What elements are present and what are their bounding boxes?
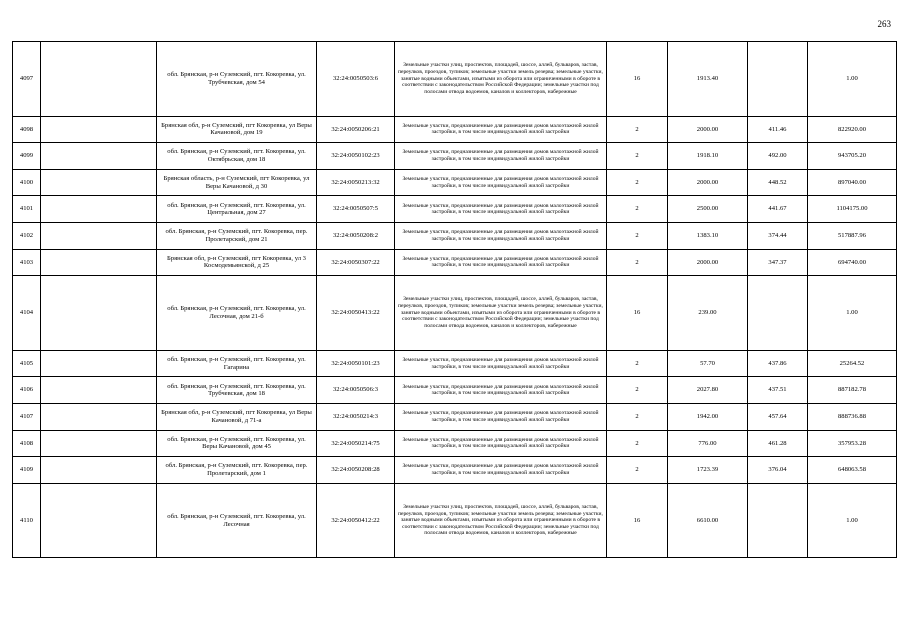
area-cell: 2000.00 (668, 116, 748, 143)
cadastral-number-cell: 32:24:0050507:5 (317, 196, 395, 223)
specific-value-cell (748, 42, 808, 117)
use-group-cell: 2 (607, 430, 668, 457)
cadastral-number-cell: 32:24:0050213:32 (317, 169, 395, 196)
cadastral-value-cell: 943705.20 (808, 143, 897, 170)
specific-value-cell: 441.67 (748, 196, 808, 223)
area-cell: 1942.00 (668, 403, 748, 430)
row-number: 4107 (13, 403, 41, 430)
row-number: 4109 (13, 457, 41, 484)
cadastral-value-cell: 517887.96 (808, 222, 897, 249)
row-number: 4103 (13, 249, 41, 276)
use-group-cell: 2 (607, 143, 668, 170)
cadastral-number-cell: 32:24:0050214:75 (317, 430, 395, 457)
cadastral-value-cell: 887182.78 (808, 377, 897, 404)
table-row (13, 196, 897, 223)
use-group-cell: 2 (607, 350, 668, 377)
table-row (13, 169, 897, 196)
use-group-cell: 2 (607, 457, 668, 484)
specific-value-cell: 461.28 (748, 430, 808, 457)
address-cell: Брянская обл, р-н Суземский, пгт Кокоревка, ул Веры Качановой, дом 19 (157, 116, 317, 143)
cadastral-value-cell: 1.00 (808, 276, 897, 351)
cadastral-number-cell: 32:24:0050208:2 (317, 222, 395, 249)
land-use-cell: Земельные участки, предназначенные для размещения домов малоэтажной жилой застройки, в том числе индивидуальной жилой застройки (395, 350, 607, 377)
address-cell: Брянская область, р-н Суземский, пгт Кокоревка, ул Веры Качановой, д 30 (157, 169, 317, 196)
table-row (13, 276, 897, 351)
page-number: 263 (877, 19, 891, 29)
empty-cell (41, 42, 157, 117)
row-number: 4104 (13, 276, 41, 351)
specific-value-cell: 448.52 (748, 169, 808, 196)
cadastral-number-cell: 32:24:0050101:23 (317, 350, 395, 377)
address-cell: Брянская обл, р-н Суземский, пгт Кокоревка, ул Веры Качановой, д 71-а (157, 403, 317, 430)
table-row (13, 403, 897, 430)
cadastral-value-cell: 1104175.00 (808, 196, 897, 223)
land-use-cell: Земельные участки, предназначенные для размещения домов малоэтажной жилой застройки, в том числе индивидуальной жилой застройки (395, 116, 607, 143)
row-number: 4110 (13, 483, 41, 558)
cadastral-number-cell: 32:24:0050208:28 (317, 457, 395, 484)
row-number: 4101 (13, 196, 41, 223)
address-cell: обл. Брянская, р-н Суземский, пгт. Кокоревка, ул. Лесочная, дом 21-б (157, 276, 317, 351)
row-number: 4102 (13, 222, 41, 249)
empty-cell (41, 483, 157, 558)
empty-cell (41, 403, 157, 430)
cadastral-value-cell: 25264.52 (808, 350, 897, 377)
row-number: 4097 (13, 42, 41, 117)
cadastral-number-cell: 32:24:0050413:22 (317, 276, 395, 351)
empty-cell (41, 457, 157, 484)
cadastral-value-cell: 648063.58 (808, 457, 897, 484)
table-row (13, 350, 897, 377)
specific-value-cell: 437.86 (748, 350, 808, 377)
table-row (13, 222, 897, 249)
area-cell: 57.70 (668, 350, 748, 377)
land-use-cell: Земельные участки улиц, проспектов, площадей, шоссе, аллей, бульваров, застав, переулков, проездов, тупиков; земельные участки земель резерва; земельные участки, занятые водными объектами, изъятыми из оборота или ограниченными в обороте в соответствии с законодательством Российской Федерации; земельные участки под полосами отвода водоемов, каналов и коллекторов, набережные (395, 276, 607, 351)
cadastral-value-cell: 888736.88 (808, 403, 897, 430)
specific-value-cell (748, 276, 808, 351)
row-number: 4099 (13, 143, 41, 170)
table-row (13, 249, 897, 276)
row-number: 4106 (13, 377, 41, 404)
table-row (13, 143, 897, 170)
specific-value-cell: 374.44 (748, 222, 808, 249)
address-cell: обл. Брянская, р-н Суземский, пгт. Кокоревка, ул. Октябрьская, дом 18 (157, 143, 317, 170)
use-group-cell: 2 (607, 249, 668, 276)
land-use-cell: Земельные участки, предназначенные для размещения домов малоэтажной жилой застройки, в том числе индивидуальной жилой застройки (395, 377, 607, 404)
area-cell: 1723.39 (668, 457, 748, 484)
empty-cell (41, 377, 157, 404)
row-number: 4108 (13, 430, 41, 457)
land-use-cell: Земельные участки улиц, проспектов, площадей, шоссе, аллей, бульваров, застав, переулков, проездов, тупиков; земельные участки земель резерва; земельные участки, занятые водными объектами, изъятыми из оборота или ограниченными в обороте в соответствии с законодательством Российской Федерации; земельные участки под полосами отвода водоемов, каналов и коллекторов, набережные (395, 42, 607, 117)
cadastral-number-cell: 32:24:0050412:22 (317, 483, 395, 558)
use-group-cell: 2 (607, 222, 668, 249)
specific-value-cell: 411.46 (748, 116, 808, 143)
address-cell: обл. Брянская, р-н Суземский, пгт. Кокоревка, ул. Центральная, дом 27 (157, 196, 317, 223)
use-group-cell: 2 (607, 116, 668, 143)
cadastral-number-cell: 32:24:0050102:23 (317, 143, 395, 170)
use-group-cell: 16 (607, 42, 668, 117)
table-row (13, 457, 897, 484)
area-cell: 1918.10 (668, 143, 748, 170)
area-cell: 1913.40 (668, 42, 748, 117)
cadastral-value-cell: 357953.28 (808, 430, 897, 457)
cadastral-value-cell: 694740.00 (808, 249, 897, 276)
area-cell: 2027.80 (668, 377, 748, 404)
land-use-cell: Земельные участки, предназначенные для размещения домов малоэтажной жилой застройки, в том числе индивидуальной жилой застройки (395, 143, 607, 170)
area-cell: 239.00 (668, 276, 748, 351)
empty-cell (41, 350, 157, 377)
row-number: 4098 (13, 116, 41, 143)
table-row (13, 483, 897, 558)
address-cell: обл. Брянская, р-н Суземский, пгт. Кокоревка, ул. Трубчевская, дом 54 (157, 42, 317, 117)
empty-cell (41, 116, 157, 143)
address-cell: обл. Брянская, р-н Суземский, пгт. Кокоревка, ул. Веры Качановой, дом 45 (157, 430, 317, 457)
land-use-cell: Земельные участки, предназначенные для размещения домов малоэтажной жилой застройки, в том числе индивидуальной жилой застройки (395, 457, 607, 484)
area-cell: 6610.00 (668, 483, 748, 558)
address-cell: Брянская обл, р-н Суземский, пгт Кокоревка, ул 3 Космодемьянской, д 25 (157, 249, 317, 276)
address-cell: обл. Брянская, р-н Суземский, пгт. Кокоревка, пер. Пролетарский, дом 1 (157, 457, 317, 484)
table-row (13, 116, 897, 143)
empty-cell (41, 276, 157, 351)
specific-value-cell: 492.00 (748, 143, 808, 170)
empty-cell (41, 143, 157, 170)
cadastral-value-cell: 822920.00 (808, 116, 897, 143)
table-row (13, 377, 897, 404)
area-cell: 2000.00 (668, 249, 748, 276)
specific-value-cell: 457.64 (748, 403, 808, 430)
use-group-cell: 2 (607, 377, 668, 404)
specific-value-cell (748, 483, 808, 558)
use-group-cell: 2 (607, 169, 668, 196)
address-cell: обл. Брянская, р-н Суземский, пгт. Кокоревка, пер. Пролетарский, дом 21 (157, 222, 317, 249)
cadastral-number-cell: 32:24:0050503:6 (317, 42, 395, 117)
address-cell: обл. Брянская, р-н Суземский, пгт. Кокоревка, ул. Гагарина (157, 350, 317, 377)
specific-value-cell: 376.04 (748, 457, 808, 484)
address-cell: обл. Брянская, р-н Суземский, пгт. Кокоревка, ул. Лесочная (157, 483, 317, 558)
cadastral-value-table (12, 41, 897, 558)
land-use-cell: Земельные участки, предназначенные для размещения домов малоэтажной жилой застройки, в том числе индивидуальной жилой застройки (395, 196, 607, 223)
empty-cell (41, 169, 157, 196)
use-group-cell: 2 (607, 196, 668, 223)
empty-cell (41, 222, 157, 249)
specific-value-cell: 347.37 (748, 249, 808, 276)
land-use-cell: Земельные участки, предназначенные для размещения домов малоэтажной жилой застройки, в том числе индивидуальной жилой застройки (395, 403, 607, 430)
use-group-cell: 16 (607, 483, 668, 558)
area-cell: 2000.00 (668, 169, 748, 196)
empty-cell (41, 430, 157, 457)
land-use-cell: Земельные участки, предназначенные для размещения домов малоэтажной жилой застройки, в том числе индивидуальной жилой застройки (395, 430, 607, 457)
address-cell: обл. Брянская, р-н Суземский, пгт. Кокоревка, ул. Трубчевская, дом 18 (157, 377, 317, 404)
row-number: 4100 (13, 169, 41, 196)
cadastral-number-cell: 32:24:0050307:22 (317, 249, 395, 276)
use-group-cell: 2 (607, 403, 668, 430)
cadastral-value-cell: 1.00 (808, 42, 897, 117)
row-number: 4105 (13, 350, 41, 377)
cadastral-number-cell: 32:24:0050206:21 (317, 116, 395, 143)
area-cell: 776.00 (668, 430, 748, 457)
land-use-cell: Земельные участки, предназначенные для размещения домов малоэтажной жилой застройки, в том числе индивидуальной жилой застройки (395, 222, 607, 249)
area-cell: 2500.00 (668, 196, 748, 223)
cadastral-number-cell: 32:24:0050506:3 (317, 377, 395, 404)
land-use-cell: Земельные участки улиц, проспектов, площадей, шоссе, аллей, бульваров, застав, переулков, проездов, тупиков; земельные участки земель резерва; земельные участки, занятые водными объектами, изъятыми из оборота или ограниченными в обороте в соответствии с законодательством Российской Федерации; земельные участки под полосами отвода водоемов, каналов и коллекторов, набережные (395, 483, 607, 558)
specific-value-cell: 437.51 (748, 377, 808, 404)
use-group-cell: 16 (607, 276, 668, 351)
land-use-cell: Земельные участки, предназначенные для размещения домов малоэтажной жилой застройки, в том числе индивидуальной жилой застройки (395, 249, 607, 276)
cadastral-number-cell: 32:24:0050214:3 (317, 403, 395, 430)
cadastral-value-cell: 1.00 (808, 483, 897, 558)
table-row (13, 42, 897, 117)
cadastral-value-cell: 897040.00 (808, 169, 897, 196)
empty-cell (41, 249, 157, 276)
area-cell: 1383.10 (668, 222, 748, 249)
table-row (13, 430, 897, 457)
land-use-cell: Земельные участки, предназначенные для размещения домов малоэтажной жилой застройки, в том числе индивидуальной жилой застройки (395, 169, 607, 196)
empty-cell (41, 196, 157, 223)
